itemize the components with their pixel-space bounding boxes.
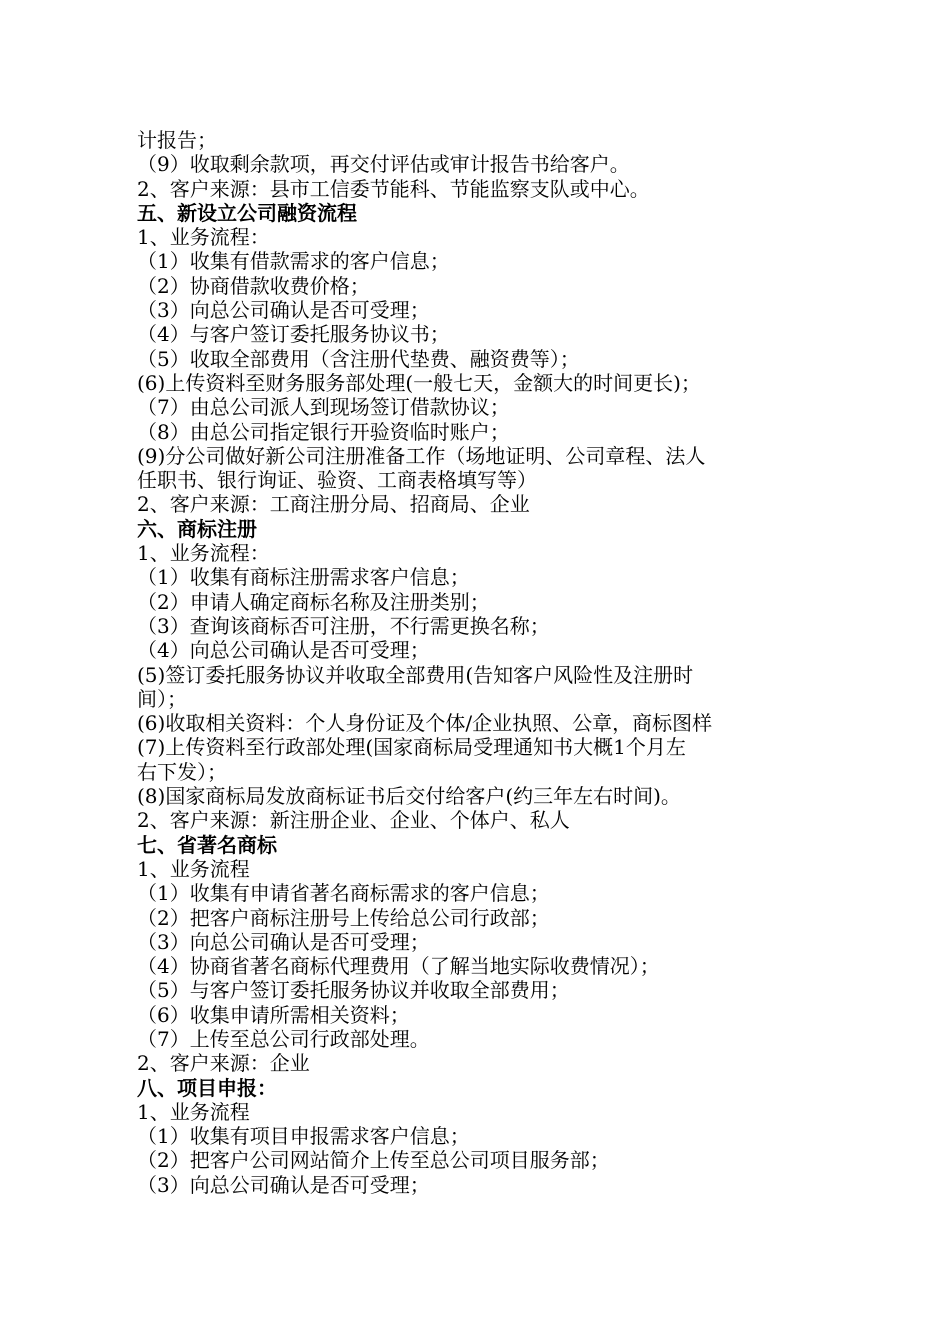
text-line: 1、业务流程 [137, 1099, 250, 1124]
text-line: （3）查询该商标否可注册，不行需更换名称； [137, 613, 550, 638]
text-line: (6)收取相关资料：个人身份证及个体/企业执照、公章，商标图样 [137, 711, 713, 736]
text-line: 右下发）； [137, 759, 227, 784]
text-line: （2）协商借款收费价格； [137, 273, 370, 298]
section-heading: 六、商标注册 [137, 516, 257, 541]
text-line: （1）收集有借款需求的客户信息； [137, 249, 450, 274]
text-line: (5)签订委托服务协议并收取全部费用(告知客户风险性及注册时 [137, 662, 694, 687]
text-line: 1、业务流程： [137, 225, 270, 250]
text-line: 1、业务流程： [137, 541, 270, 566]
text-line: （5）与客户签订委托服务协议并收取全部费用； [137, 978, 570, 1003]
text-line: (8)国家商标局发放商标证书后交付给客户(约三年左右时间)。 [137, 784, 681, 809]
text-line: 2、客户来源：新注册企业、企业、个体户、私人 [137, 808, 570, 833]
text-line: （4）与客户签订委托服务协议书； [137, 322, 450, 347]
text-line: （3）向总公司确认是否可受理； [137, 1172, 430, 1197]
text-line: （7）由总公司派人到现场签订借款协议； [137, 395, 510, 420]
document-page [137, 128, 827, 1197]
text-line: （3）向总公司确认是否可受理； [137, 929, 430, 954]
text-line: （4）向总公司确认是否可受理； [137, 638, 430, 663]
text-line: 2、客户来源：工商注册分局、招商局、企业 [137, 492, 530, 517]
text-line: （1）收集有申请省著名商标需求的客户信息； [137, 881, 550, 906]
text-line: 2、客户来源：企业 [137, 1051, 310, 1076]
text-line: 任职书、银行询证、验资、工商表格填写等） [137, 468, 537, 493]
text-line: （3）向总公司确认是否可受理； [137, 298, 430, 323]
text-line: 1、业务流程 [137, 856, 250, 881]
text-line: （9）收取剩余款项，再交付评估或审计报告书给客户。 [137, 152, 630, 177]
text-line: （8）由总公司指定银行开验资临时账户； [137, 419, 510, 444]
text-line: （2）把客户公司网站简介上传至总公司项目服务部； [137, 1148, 610, 1173]
text-line: （4）协商省著名商标代理费用（了解当地实际收费情况）； [137, 954, 660, 979]
text-line: (7)上传资料至行政部处理(国家商标局受理通知书大概1个月左 [137, 735, 686, 760]
section-heading: 七、省著名商标 [137, 832, 277, 857]
section-heading: 五、新设立公司融资流程 [137, 200, 357, 225]
text-line: （2）把客户商标注册号上传给总公司行政部； [137, 905, 550, 930]
text-line: 2、客户来源：县市工信委节能科、节能监察支队或中心。 [137, 176, 650, 201]
text-line: （2）申请人确定商标名称及注册类别； [137, 589, 490, 614]
text-line: （6）收集申请所需相关资料； [137, 1002, 410, 1027]
text-line: 间）； [137, 686, 187, 711]
section-heading: 八、项目申报： [137, 1075, 277, 1100]
text-line: （1）收集有商标注册需求客户信息； [137, 565, 470, 590]
text-line: (6)上传资料至财务服务部处理(一般七天，金额大的时间更长)； [137, 370, 701, 395]
text-line: （7）上传至总公司行政部处理。 [137, 1026, 430, 1051]
text-line: （1）收集有项目申报需求客户信息； [137, 1124, 470, 1149]
text-line: (9)分公司做好新公司注册准备工作（场地证明、公司章程、法人 [137, 443, 706, 468]
text-line: （5）收取全部费用（含注册代垫费、融资费等）； [137, 346, 580, 371]
text-line: 计报告； [137, 128, 217, 152]
